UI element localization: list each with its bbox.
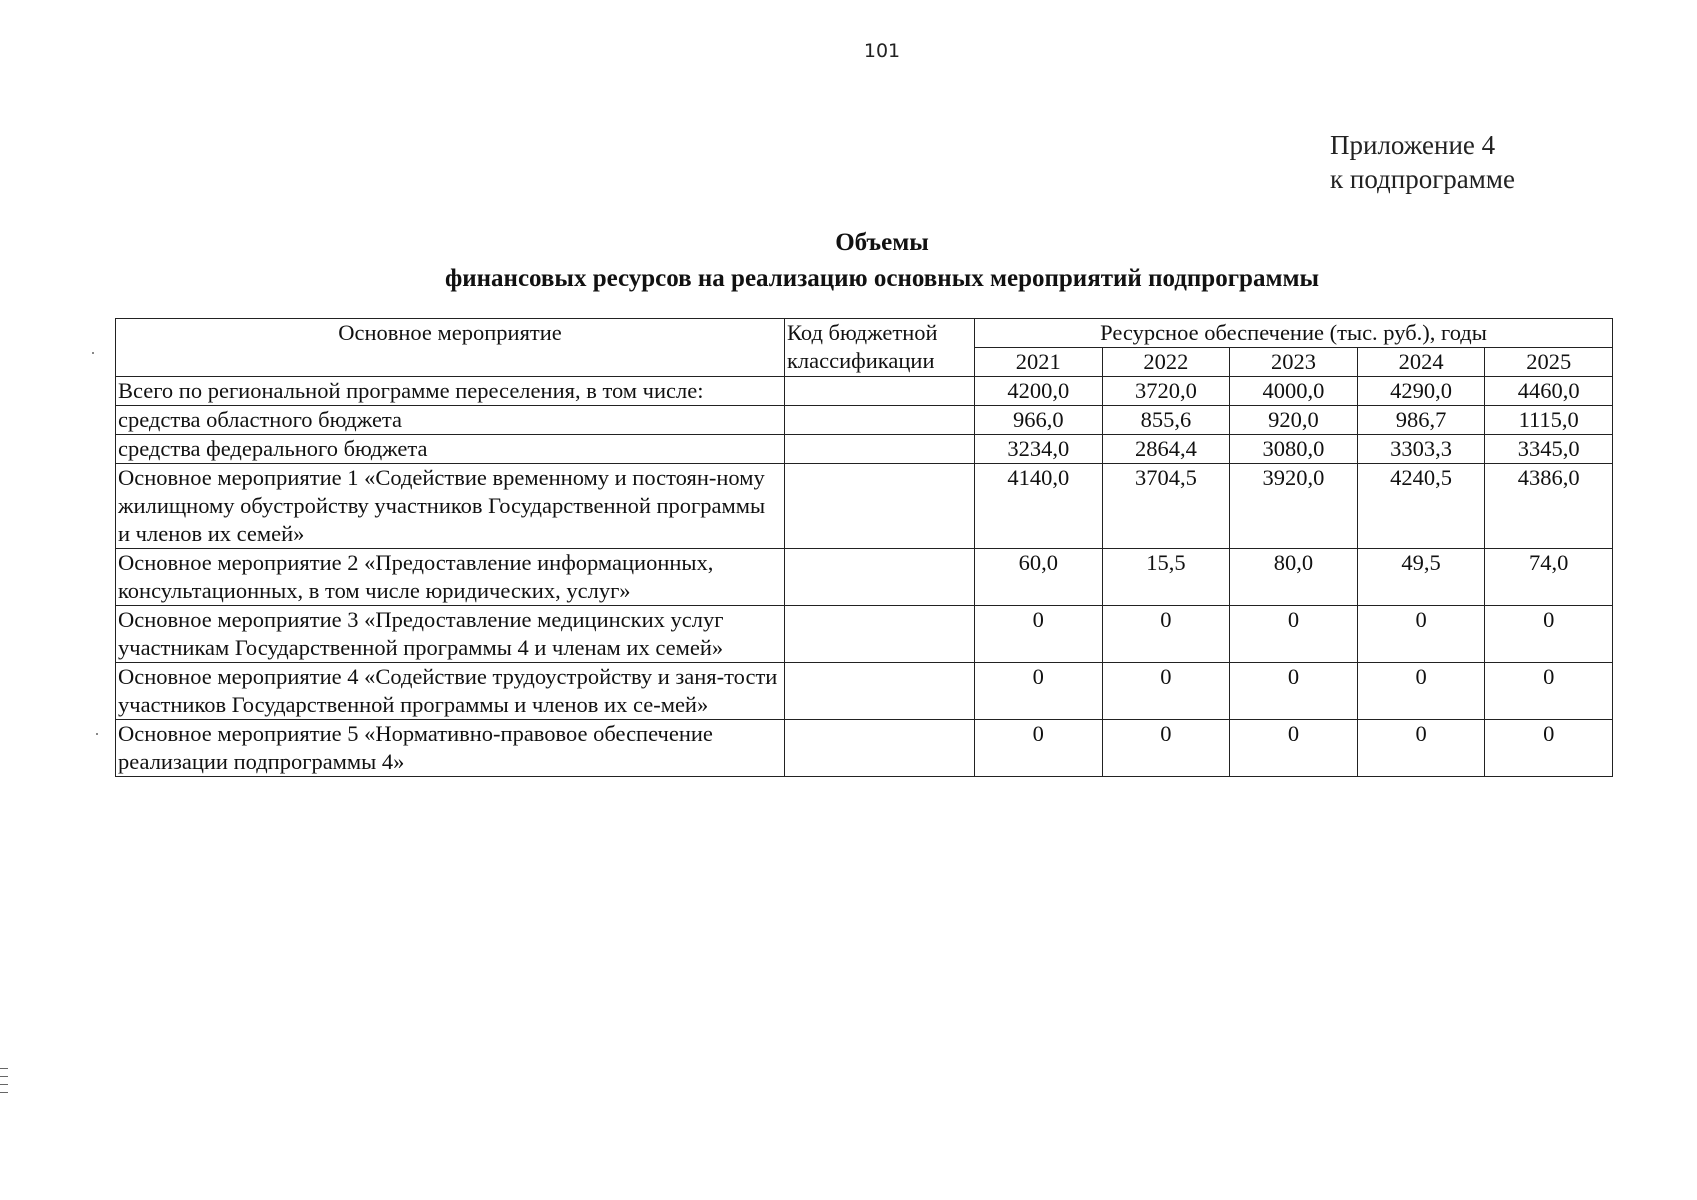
row-code [785, 464, 975, 549]
row-value: 80,0 [1230, 549, 1358, 606]
header-year: 2022 [1102, 348, 1230, 377]
row-value: 986,7 [1357, 406, 1485, 435]
row-code [785, 549, 975, 606]
table-row [116, 549, 1613, 606]
page-number: 101 [863, 40, 901, 62]
row-value: 966,0 [975, 406, 1103, 435]
scan-edge-mark [0, 1068, 8, 1069]
row-code [785, 663, 975, 720]
row-value: 0 [975, 606, 1103, 663]
row-value: 0 [1485, 663, 1613, 720]
scan-edge-mark [0, 1092, 8, 1093]
header-activity: Основное мероприятие [116, 319, 785, 377]
row-value: 4000,0 [1230, 377, 1358, 406]
row-value: 855,6 [1102, 406, 1230, 435]
header-year: 2023 [1230, 348, 1358, 377]
row-value: 4200,0 [975, 377, 1103, 406]
row-value: 0 [1102, 720, 1230, 777]
row-value: 4290,0 [1357, 377, 1485, 406]
row-value: 4460,0 [1485, 377, 1613, 406]
appendix-label [1330, 128, 1515, 196]
scan-dot [96, 733, 98, 735]
table-row [116, 720, 1613, 777]
row-code [785, 606, 975, 663]
row-code [785, 377, 975, 406]
row-value: 0 [1357, 606, 1485, 663]
row-name: Всего по региональной программе переселения, в том числе: [116, 377, 785, 406]
header-resources: Ресурсное обеспечение (тыс. руб.), годы [975, 319, 1613, 348]
row-value: 15,5 [1102, 549, 1230, 606]
row-name: Основное мероприятие 4 «Содействие трудоустройству и заня-тости участников Государственной программы и членов их се-мей» [116, 663, 785, 720]
row-value: 1115,0 [1485, 406, 1613, 435]
row-value: 2864,4 [1102, 435, 1230, 464]
scan-edge-mark [0, 1076, 8, 1077]
scan-dot [92, 352, 94, 354]
row-value: 0 [1230, 606, 1358, 663]
row-value: 4140,0 [975, 464, 1103, 549]
table-header-row [116, 319, 1613, 348]
row-value: 0 [975, 663, 1103, 720]
header-budget-code: Код бюджетной классификации [785, 319, 975, 377]
document-title [0, 225, 1697, 297]
row-value: 0 [975, 720, 1103, 777]
row-value: 0 [1102, 606, 1230, 663]
row-value: 49,5 [1357, 549, 1485, 606]
row-code [785, 406, 975, 435]
title-line-1: Объемы [835, 229, 929, 256]
row-value: 3234,0 [975, 435, 1103, 464]
scan-edge-mark [0, 1084, 8, 1085]
header-year: 2021 [975, 348, 1103, 377]
row-value: 3704,5 [1102, 464, 1230, 549]
title-line-2: финансовых ресурсов на реализацию основных мероприятий подпрограммы [444, 265, 1320, 292]
appendix-line-2: к подпрограмме [1330, 164, 1515, 194]
header-year: 2025 [1485, 348, 1613, 377]
table-row [116, 606, 1613, 663]
row-value: 0 [1485, 720, 1613, 777]
row-name: Основное мероприятие 3 «Предоставление медицинских услуг участникам Государственной программы 4 и членам их семей» [116, 606, 785, 663]
row-value: 920,0 [1230, 406, 1358, 435]
row-code [785, 720, 975, 777]
header-year: 2024 [1357, 348, 1485, 377]
row-value: 3720,0 [1102, 377, 1230, 406]
row-value: 4240,5 [1357, 464, 1485, 549]
row-name: Основное мероприятие 1 «Содействие временному и постоян-ному жилищному обустройству участников Государственной программы и членов их семей» [116, 464, 785, 549]
row-value: 0 [1230, 663, 1358, 720]
row-value: 0 [1230, 720, 1358, 777]
funding-table [115, 318, 1613, 777]
row-value: 0 [1102, 663, 1230, 720]
row-value: 3303,3 [1357, 435, 1485, 464]
appendix-line-1: Приложение 4 [1330, 130, 1496, 160]
row-code [785, 435, 975, 464]
table-row [116, 406, 1613, 435]
table-row [116, 663, 1613, 720]
row-name: Основное мероприятие 2 «Предоставление информационных, консультационных, в том числе юридических, услуг» [116, 549, 785, 606]
row-name: средства областного бюджета [116, 406, 785, 435]
row-value: 3920,0 [1230, 464, 1358, 549]
row-name: средства федерального бюджета [116, 435, 785, 464]
row-value: 0 [1485, 606, 1613, 663]
row-value: 4386,0 [1485, 464, 1613, 549]
row-value: 0 [1357, 663, 1485, 720]
table-row [116, 435, 1613, 464]
row-value: 3345,0 [1485, 435, 1613, 464]
row-value: 74,0 [1485, 549, 1613, 606]
table-row [116, 377, 1613, 406]
row-value: 60,0 [975, 549, 1103, 606]
row-value: 0 [1357, 720, 1485, 777]
table-row [116, 464, 1613, 549]
row-name: Основное мероприятие 5 «Нормативно-правовое обеспечение реализации подпрограммы 4» [116, 720, 785, 777]
row-value: 3080,0 [1230, 435, 1358, 464]
